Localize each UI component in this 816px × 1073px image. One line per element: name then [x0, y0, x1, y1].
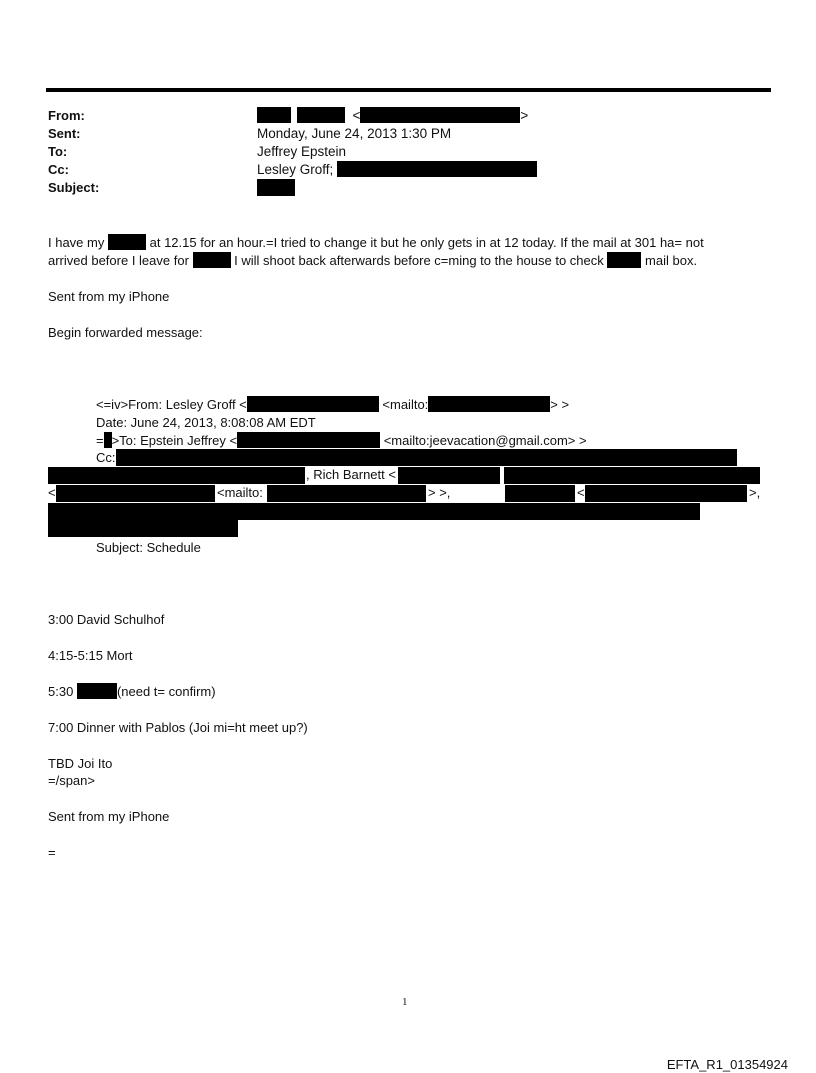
- document-id: EFTA_R1_01354924: [666, 1057, 788, 1072]
- subject-redaction: [257, 179, 295, 196]
- begin-forwarded: Begin forwarded message:: [48, 325, 203, 340]
- trailing-eq: =: [48, 845, 56, 860]
- fwd-date: Date: June 24, 2013, 8:08:08 AM EDT: [96, 415, 316, 430]
- fwd-mailto2: <mailto:: [217, 485, 263, 500]
- cc-label: Cc:: [48, 162, 69, 177]
- schedule-item-2: 4:15-5:15 Mort: [48, 648, 133, 663]
- from-label: From:: [48, 108, 85, 123]
- sent-from-iphone: Sent from my iPhone: [48, 289, 170, 304]
- cc-redaction: [116, 449, 737, 466]
- schedule-item-3: [48, 683, 216, 701]
- redaction: [607, 252, 641, 268]
- fwd-to-mailto: <mailto:jeevacation@gmail.com> >: [383, 433, 587, 448]
- body-text: I will shoot back afterwards before c=ming to the house to check: [234, 253, 604, 268]
- cc-redaction: [48, 467, 305, 484]
- from-gt: >: [520, 108, 529, 123]
- fwd-rich: , Rich Barnett <: [306, 467, 396, 482]
- redaction: [297, 107, 345, 123]
- sent-value: Monday, June 24, 2013 1:30 PM: [257, 126, 452, 141]
- cc-redaction: [56, 485, 215, 502]
- to-label: To:: [48, 144, 68, 159]
- fwd-to-eq: =: [96, 433, 104, 448]
- fwd-lt2: <: [577, 485, 585, 500]
- body-text: arrived before I leave for: [48, 253, 189, 268]
- redaction: [77, 683, 117, 699]
- schedule-note: (need t= confirm): [116, 684, 216, 699]
- cc-redaction: [505, 485, 575, 502]
- cc-redaction: [48, 520, 238, 537]
- redaction: [104, 432, 112, 448]
- body-line-2: [48, 252, 697, 270]
- fwd-lt: <: [48, 485, 56, 500]
- schedule-time: 5:30: [48, 684, 74, 699]
- schedule-item-4: 7:00 Dinner with Pablos (Joi mi=ht meet up?): [48, 720, 308, 735]
- cc-redaction: [398, 467, 500, 484]
- to-value: Jeffrey Epstein: [257, 144, 347, 159]
- schedule-span-artifact: =/span>: [48, 773, 95, 788]
- cc-text: Lesley Groff;: [257, 162, 334, 177]
- cc-redaction: [267, 485, 426, 502]
- body-text: I have my: [48, 235, 105, 250]
- schedule-item-1: 3:00 David Schulhof: [48, 612, 165, 627]
- body-text: mail box.: [645, 253, 698, 268]
- fwd-gtcomma: >,: [749, 485, 761, 500]
- fwd-to-text: >To: Epstein Jeffrey <: [111, 433, 238, 448]
- body-line-1: [48, 234, 704, 252]
- sent-from-iphone-2: Sent from my iPhone: [48, 809, 170, 824]
- from-value: [257, 107, 528, 125]
- cc-redaction: [504, 467, 760, 484]
- fwd-from-line: [96, 396, 569, 414]
- fwd-to-line: [96, 432, 587, 450]
- redaction: [428, 396, 550, 412]
- redaction: [193, 252, 231, 268]
- fwd-gtgt: > >,: [428, 485, 451, 500]
- fwd-subject: Subject: Schedule: [96, 540, 201, 555]
- from-lt: <: [352, 108, 361, 123]
- fwd-from-text: <=iv>From: Lesley Groff <: [96, 397, 247, 412]
- fwd-cc-label: Cc:: [96, 450, 116, 465]
- redaction: [237, 432, 380, 448]
- fwd-from-end: > >: [550, 397, 570, 412]
- redaction: [247, 396, 379, 412]
- page-number: 1: [402, 996, 408, 1008]
- cc-redaction: [48, 503, 700, 520]
- redaction: [360, 107, 520, 123]
- cc-redaction: [585, 485, 747, 502]
- body-text: at 12.15 for an hour.=I tried to change it but he only gets in at 12 today. If the mail at 301 ha= not: [149, 235, 704, 250]
- fwd-mailto: <mailto:: [382, 397, 429, 412]
- sent-label: Sent:: [48, 126, 81, 141]
- redaction: [257, 107, 291, 123]
- header-rule: [46, 88, 771, 92]
- subject-label: Subject:: [48, 180, 100, 195]
- redaction: [108, 234, 146, 250]
- cc-value: [257, 161, 537, 179]
- schedule-item-5: TBD Joi Ito: [48, 756, 113, 771]
- redaction: [337, 161, 537, 177]
